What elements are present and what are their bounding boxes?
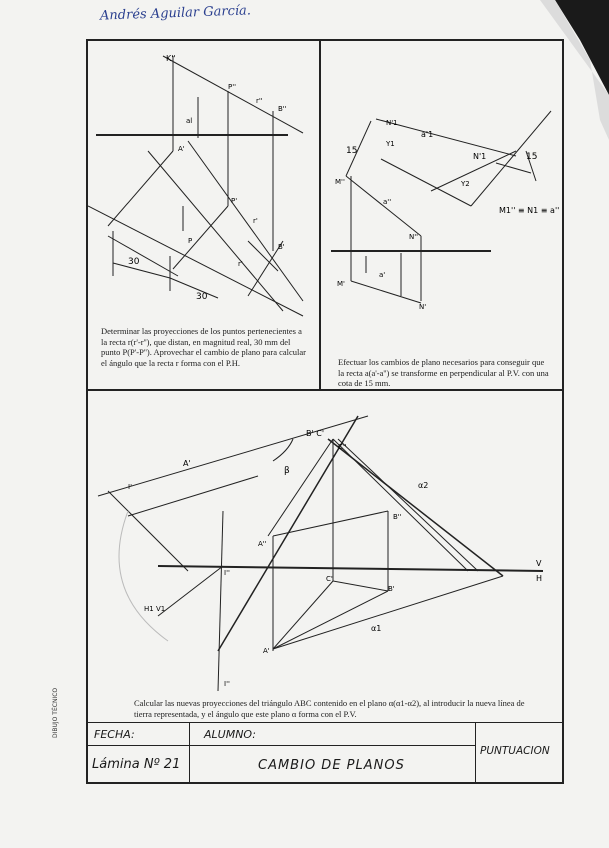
- label-a-prime: a': [379, 271, 386, 279]
- label-h: H: [536, 574, 543, 583]
- label-r1: r': [253, 217, 258, 225]
- exercise2-drawing: [321, 41, 562, 341]
- alumno-cell: [190, 722, 476, 746]
- alumno-label: ALUMNO:: [204, 728, 256, 741]
- label-n2: N'': [409, 233, 419, 241]
- label-r2: r'': [256, 97, 263, 105]
- label-beta: β: [284, 466, 290, 476]
- title-cell: [190, 746, 476, 784]
- label-bc-top: B' C': [306, 429, 325, 438]
- label-v: V: [536, 559, 542, 568]
- exercise3-caption: Calcular las nuevas proyecciones del triángulo ABC contenido en el plano α(α1-α2), al introducir la nueva línea de tierra representada, y el ángulo que este plano α forma con el P.V.: [134, 698, 525, 719]
- label-b2: B'': [278, 105, 287, 113]
- label-alpha1: α1: [371, 624, 382, 633]
- label-alpha2: α2: [418, 481, 429, 490]
- lamina-label: Lámina Nº 21: [92, 757, 181, 772]
- label-h1v1: H1 V1: [144, 605, 166, 613]
- label-r1b: r': [238, 260, 243, 268]
- title-block: [86, 722, 564, 784]
- dim-30-left: 30: [128, 257, 140, 267]
- label-y2: Y2: [461, 180, 470, 188]
- label-b1: B': [278, 243, 285, 251]
- label-m1: M': [337, 280, 345, 288]
- puntuacion-cell: [476, 722, 564, 784]
- lamina-cell: [86, 746, 190, 784]
- sheet-title: CAMBIO DE PLANOS: [258, 758, 405, 773]
- label-k2: K'': [166, 54, 176, 63]
- label-note: M1'' ≡ N1 ≡ a'': [499, 206, 560, 215]
- label-i1: I'': [224, 569, 230, 577]
- label-i-low: I'': [224, 680, 230, 688]
- label-m2: M'': [335, 178, 345, 186]
- label-p: P: [188, 237, 193, 245]
- exercise1-drawing: [88, 41, 319, 341]
- author-signature: Andrés Aguilar García.: [99, 3, 252, 24]
- label-c2: C'': [338, 443, 347, 451]
- label-a-top: A': [183, 459, 191, 468]
- fecha-label: FECHA:: [94, 728, 135, 741]
- label-a1: A': [263, 647, 270, 655]
- label-p1: P': [231, 197, 238, 205]
- label-p2: P'': [228, 83, 237, 91]
- label-y1: Y1: [386, 140, 395, 148]
- label-i-pt: I': [128, 483, 132, 491]
- label-b2: B'': [393, 513, 402, 521]
- dim-30-right: 30: [196, 292, 208, 302]
- label-al: al: [186, 117, 193, 125]
- exercise3-drawing: [88, 391, 562, 691]
- side-text: DIBUJO TÉCNICO: [52, 687, 59, 738]
- puntuacion-label: PUNTUACION: [480, 745, 550, 757]
- exercise2-caption: Efectuar los cambios de plano necesarios para conseguir que la recta a(a'-a'') se transforme en perpendicular al P.V. con una cota de 15 mm.: [338, 357, 549, 388]
- label-c1: C': [326, 575, 333, 583]
- label-a2: A'': [258, 540, 267, 548]
- label-n1a: N'1: [386, 119, 398, 127]
- label-n-low: N': [419, 303, 427, 311]
- fecha-cell: [86, 722, 190, 746]
- label-dim15b: 15: [526, 152, 538, 162]
- label-a2: a'': [383, 198, 392, 206]
- label-a: A': [178, 145, 185, 153]
- exercise1-caption: Determinar las proyecciones de los puntos pertenecientes a la recta r(r'-r''), que distan, en magnitud real, 30 mm del punto P(P'-P''). Aprovechar el cambio de plano para calcular el ángulo que la recta r forma con el P.H.: [101, 326, 306, 368]
- label-a1: a'1: [421, 130, 434, 139]
- label-b1: B': [388, 585, 395, 593]
- label-n1b: N'1: [473, 152, 487, 161]
- label-dim15a: 15: [346, 146, 358, 156]
